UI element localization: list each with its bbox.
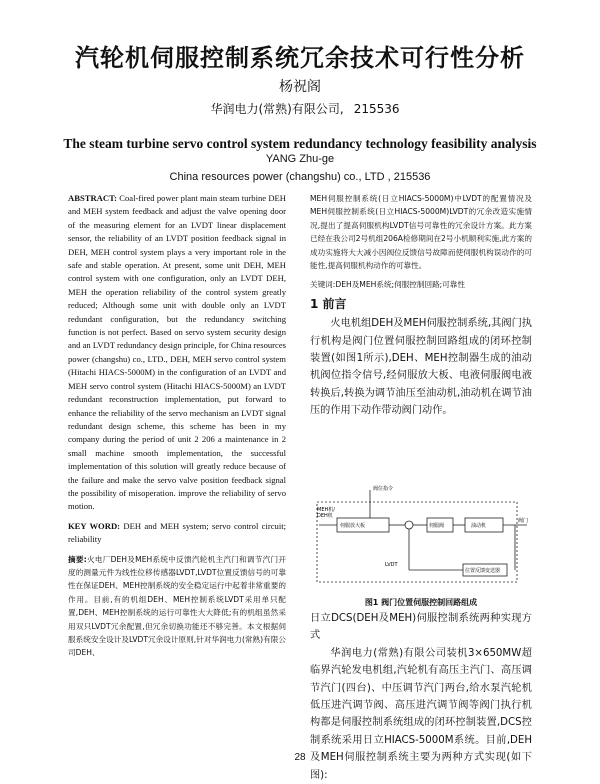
abstract-en bbox=[68, 192, 286, 514]
servo-loop-diagram bbox=[315, 478, 535, 596]
figure-label-3: DEH机 bbox=[317, 513, 333, 519]
abstract-cn-label: 摘要: bbox=[68, 554, 87, 564]
abstract-label: ABSTRACT: bbox=[68, 193, 118, 203]
left-column bbox=[68, 192, 286, 660]
paragraph-2: 日立DCS(DEH及MEH)伺服控制系统两种实现方式 bbox=[310, 613, 532, 642]
paper-title: 汽轮机伺服控制系统冗余技术可行性分析 bbox=[75, 44, 525, 72]
english-title: The steam turbine servo control system redundancy technology feasibility analysis bbox=[63, 136, 537, 151]
english-affiliation: China resources power (changshu) co., LTD , 215536 bbox=[169, 171, 431, 183]
abstract-cn-continued: MEH伺服控制系统(日立HIACS-5000M)中LVDT的配置情况及MEH伺服控制系统(日立HIACS-5000M)LVDT的冗余改造实施情况,提出了提高伺服机构LVDT信号可靠性的冗余设计方案。此方案已经在我公司2号机组206A检修期间在2号小机顺利实施,此方案的成功实施将大大减小因阀位反馈信号故障而使伺服机构误动作的可能性,提高伺服机构动作的可靠性。 bbox=[310, 194, 532, 271]
paragraph-3: 华润电力(常熟)有限公司装机3×650MW超临界汽轮发电机组,汽轮机有高压主汽门、高压调节汽门(四台)、中压调节汽门两台,给水泵汽轮机低压进汽调节阀、高压进汽调节阀等阀门执行机构都是伺服控制系统组成的闭环控制装置,DCS控制系统采用日立HIACS-5000M系统。目前,DEH及MEH伺服控制系统主要为两种方式实现(如下图): bbox=[310, 647, 532, 781]
section1-paragraph: 火电机组DEH及MEH伺服控制系统,其阀门执行机构是阀门位置伺服控制回路组成的闭环控制装置(如图1所示),DEH、MEH控制器生成的油动机阀位指令信号,经伺服放大板、电液伺服阀电液转换后,转换为调节油压至油动机,油动机在调节油压的作用下动作带动阀门动作。 bbox=[310, 318, 532, 417]
right-column bbox=[310, 192, 532, 420]
english-author: YANG Zhu-ge bbox=[265, 153, 335, 165]
keywords-en-text: DEH and MEH system; servo control circuit; reliability bbox=[68, 520, 286, 545]
keyword-label: KEY WORD: bbox=[68, 520, 121, 531]
section-heading: 1 前言 bbox=[310, 296, 347, 311]
abstract-cn bbox=[68, 553, 286, 660]
affiliation-name: 华润电力(常熟)有限公司, bbox=[210, 102, 344, 116]
figure-label-5: LVDT bbox=[385, 562, 398, 568]
keyword-cn-label: 关键词: bbox=[310, 280, 336, 290]
affiliation bbox=[0, 100, 600, 117]
figure-caption: 图1 阀门位置伺服控制回路组成 bbox=[364, 598, 478, 607]
figure-label-6: 油动机 bbox=[471, 523, 487, 529]
keywords-cn-text: DEH及MEH系统;伺服控制回路;可靠性 bbox=[335, 280, 465, 290]
figure-label-2: MEH机/ bbox=[317, 507, 335, 513]
abstract-cn-left-text: 火电厂DEH及MEH系统中反馈汽轮机主汽门和调节汽门开度的测量元件为线性位移传感器LVDT,LVDT位置反馈信号的可靠性在保证DEH、MEH控制系统的安全稳定运行中起着非常重要的作用。目前,有的机组DEH、MEH控制系统LVDT采用单只配置,DEH、MEH控制系统的运行可靠性大大降低;有的机组虽然采用双只LVDT冗余配置,但冗余切换功能还不够完善。本文根据伺服系统安全设计及LVDT冗余设计原则,针对华润电力(常熟)有限公司DEH、 bbox=[68, 554, 286, 658]
figure-label-1: 伺服阀 bbox=[429, 523, 445, 529]
author-name: 杨祝阁 bbox=[279, 79, 321, 95]
figure-label-8: 位置反馈变送器 bbox=[465, 568, 501, 574]
summing-junction bbox=[405, 521, 413, 529]
keywords-en bbox=[68, 520, 286, 547]
page-number: 28 bbox=[294, 752, 306, 763]
keywords-cn bbox=[310, 278, 532, 291]
figure-label-0: 阀位指令 bbox=[373, 486, 394, 492]
abstract-en-text: Coal-fired power plant main steam turbine DEH and MEH system feedback and adjust the valve opening door of the measuring element for an LVDT linear displacement sensor, the reliability of an LVDT position feedback signal in DEH, MEH control system plays a very important role in the safe and stable operation. At present, some unit DEH, MEH control system with one configuration, only an LVDT DEH, MEH the operation reliability of the control system greatly reduced; Although some unit with double only an LVDT redundant configuration, but the redundancy switching function is not perfect. Based on servo system security design and an LVDT redundancy design principle, for China resources power (changshu) co., LTD., DEH, MEH servo control system (Hitachi HIACS-5000M) in the configuration of an LVDT and MEH servo control system (Hitachi HIACS-5000M) an LVDT redundant reconstruction implementation, put forward to enhance the reliability of the servo mechanism an LVDT signal redundant design scheme, this scheme has been in my company during the period of unit 2 206 a maintenance in 2 small machine smooth implementation, the successful implementation of this solution will greatly reduce because of the failure and make the servo valve position feedback signal the possibility of misoperation. improve the reliability of servo motion. bbox=[68, 193, 286, 512]
figure-label-4: 伺服放大板 bbox=[340, 523, 366, 529]
figure-label-7: 阀门 bbox=[518, 518, 529, 524]
affiliation-postcode: 215536 bbox=[353, 102, 400, 116]
